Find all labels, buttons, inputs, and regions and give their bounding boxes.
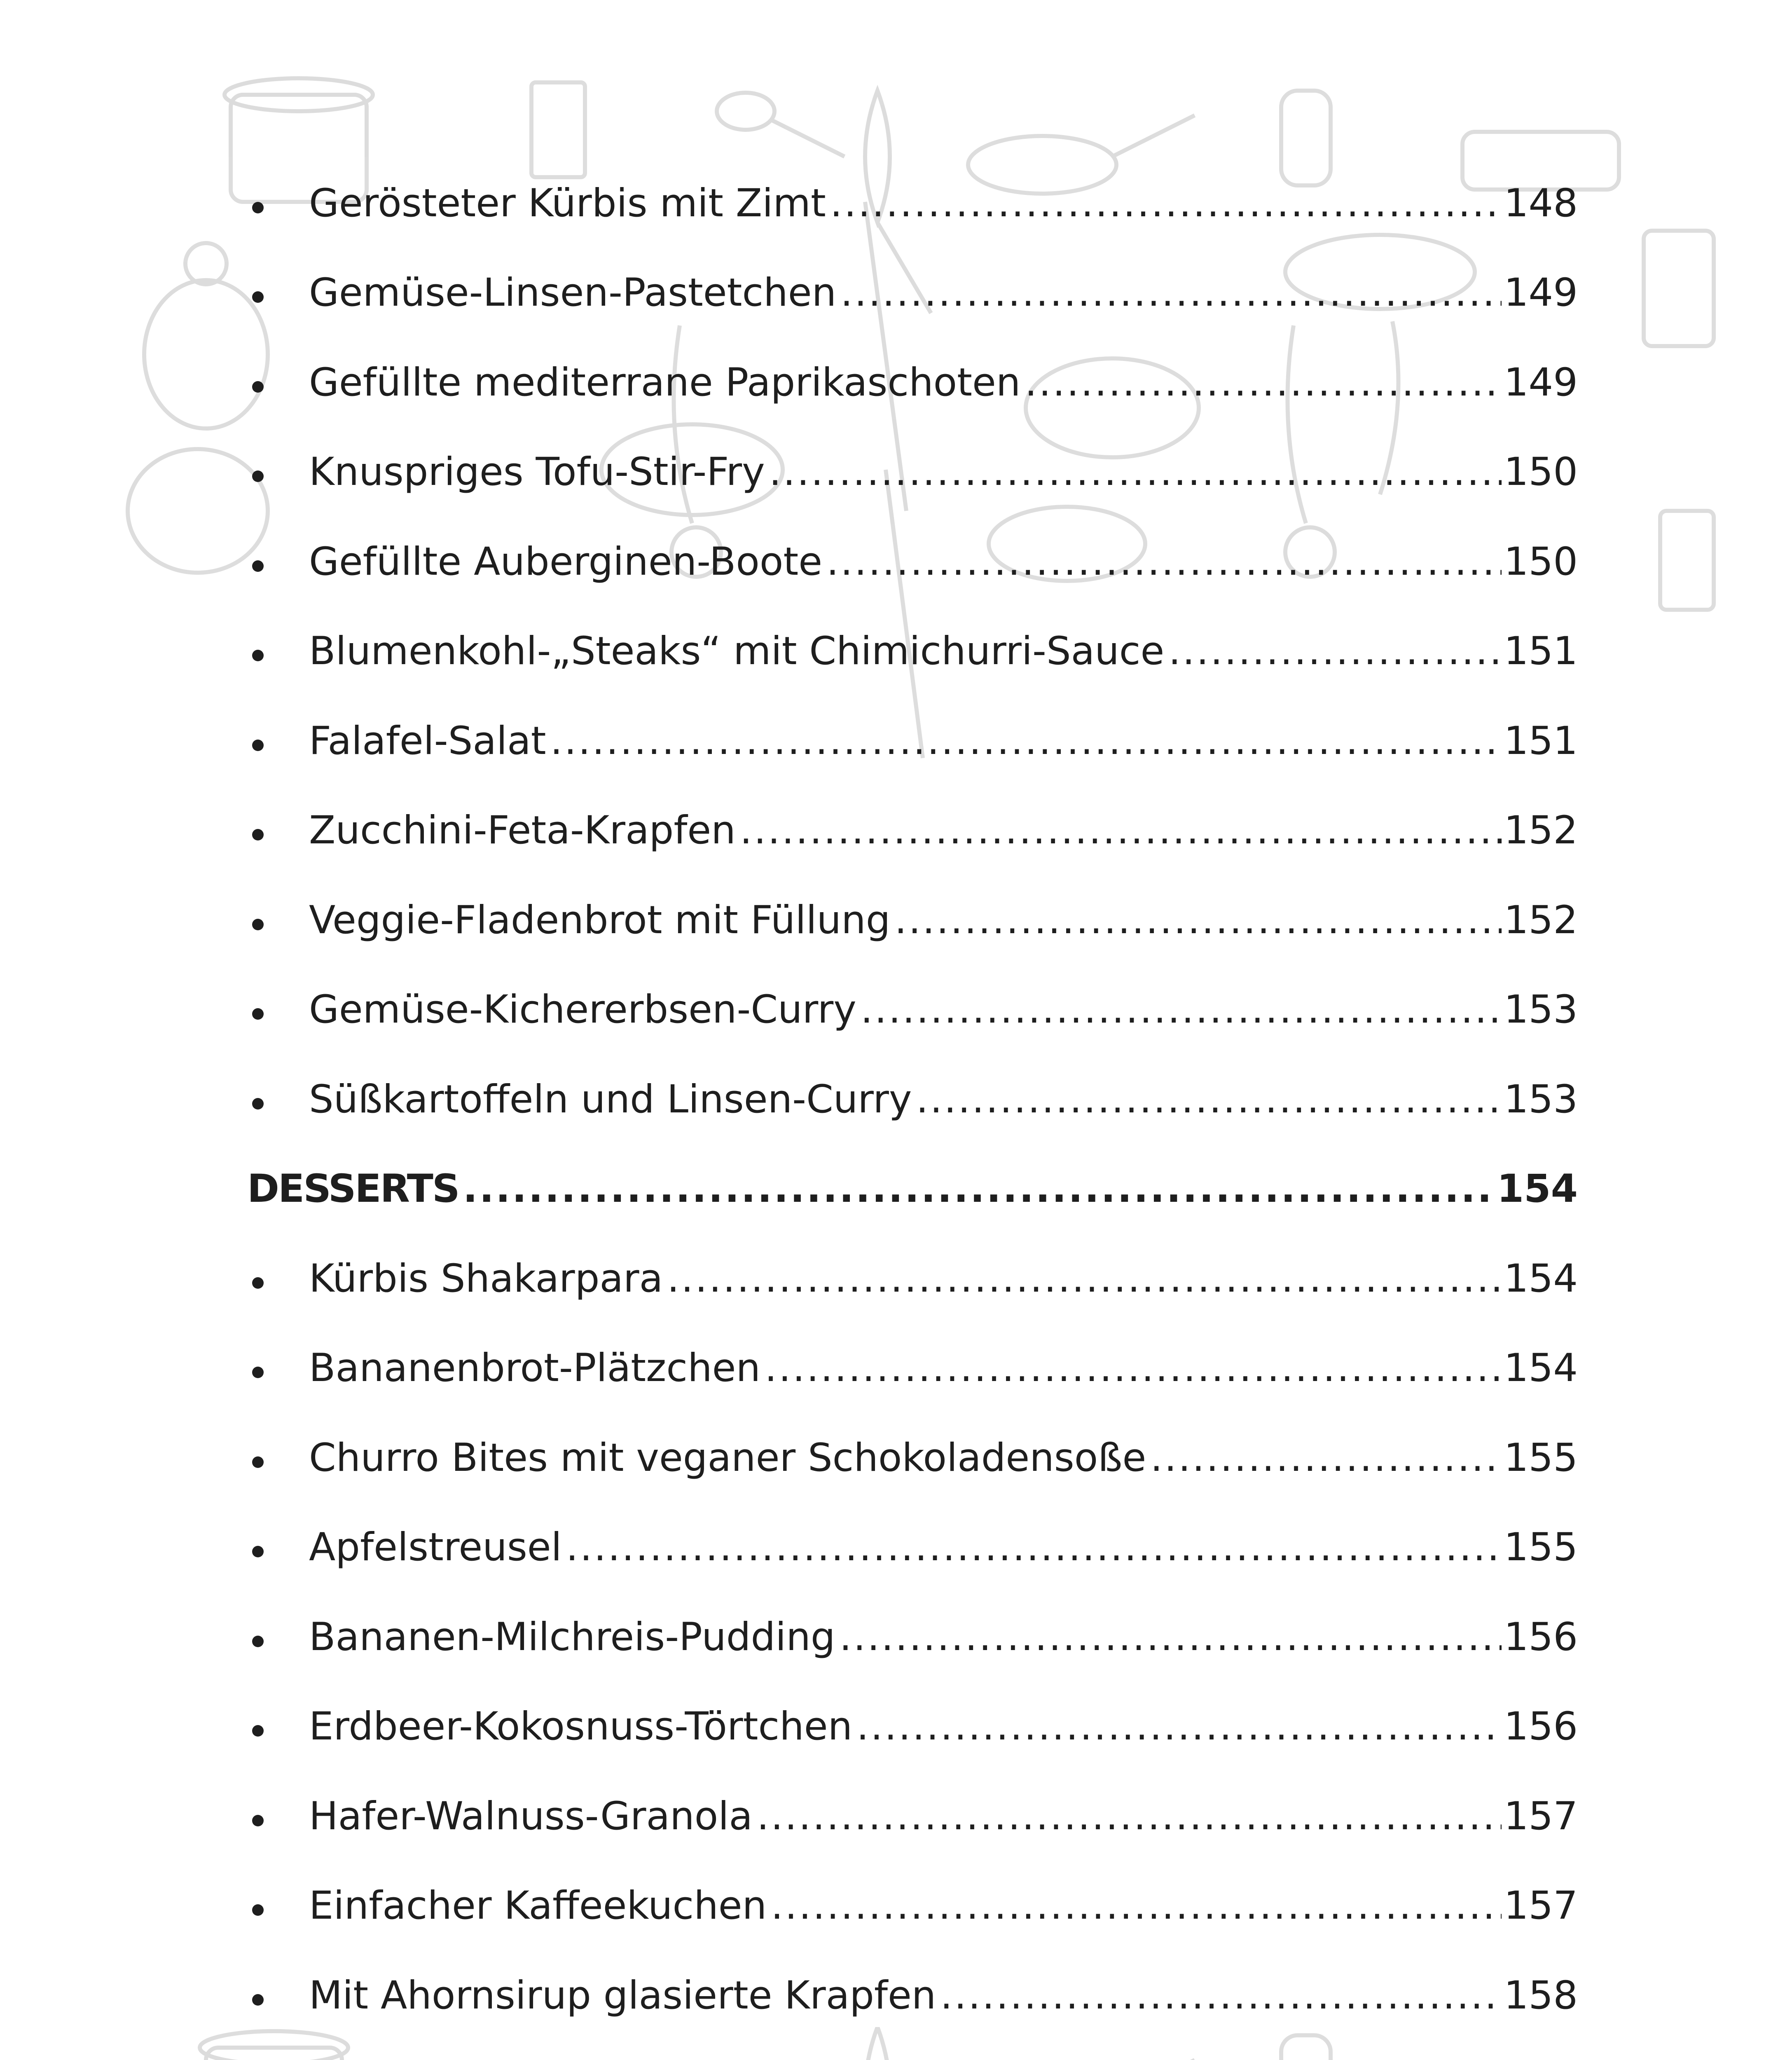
toc-entry[interactable] (243, 1413, 1578, 1503)
page-number: 150 (1504, 539, 1578, 584)
toc-entry[interactable] (243, 248, 1578, 338)
entry-title: Süßkartoffeln und Linsen-Curry (309, 1077, 912, 1122)
bullet-icon (252, 1277, 264, 1289)
entry-title: Churro Bites mit veganer Schokoladensoße (309, 1435, 1146, 1480)
page-number: 154 (1497, 1166, 1578, 1212)
entry-title: Kürbis Shakarpara (309, 1256, 663, 1301)
dot-leader (940, 1971, 1501, 2020)
dot-leader (856, 1702, 1501, 1751)
table-of-contents (243, 159, 1578, 2060)
entry-title: Bananenbrot-Plätzchen (309, 1346, 761, 1391)
bullet-icon (252, 1098, 264, 1110)
entry-title: Gerösteter Kürbis mit Zimt (309, 180, 826, 226)
entry-title: Blumenkohl-„Steaks“ mit Chimichurri-Sauce (309, 629, 1165, 674)
entry-title: Gemüse-Linsen-Pastetchen (309, 270, 837, 316)
dot-leader (840, 1613, 1502, 1662)
toc-entry[interactable] (243, 1234, 1578, 1324)
bullet-icon (252, 1994, 264, 2006)
entry-title: Hafer-Walnuss-Granola (309, 1793, 753, 1839)
bullet-icon (252, 1636, 264, 1647)
bullet-icon (252, 381, 264, 393)
toc-entry[interactable] (243, 607, 1578, 697)
entry-title: Gefüllte Auberginen-Boote (309, 539, 823, 584)
toc-entry[interactable] (243, 1055, 1578, 1145)
dot-leader (667, 1254, 1501, 1304)
bullet-icon (252, 740, 264, 751)
toc-entry[interactable] (243, 1503, 1578, 1593)
page-number: 150 (1504, 449, 1578, 495)
toc-entry[interactable] (243, 159, 1578, 248)
page-number: 155 (1504, 1435, 1578, 1480)
dot-leader (840, 268, 1501, 318)
dot-leader (550, 716, 1502, 766)
entry-title: Falafel-Salat (309, 718, 546, 763)
toc-entry[interactable] (243, 428, 1578, 517)
dot-leader (769, 447, 1502, 497)
dot-leader (1025, 358, 1501, 407)
toc-entry[interactable] (243, 2041, 1578, 2060)
bullet-icon (252, 1815, 264, 1826)
dot-leader (463, 1164, 1495, 1214)
page-number: 154 (1504, 1256, 1578, 1301)
dot-leader (771, 1881, 1501, 1931)
dot-leader (916, 1075, 1502, 1124)
toc-entry[interactable] (243, 1324, 1578, 1414)
page-number: 156 (1504, 1614, 1578, 1660)
entry-title: Erdbeer-Kokosnuss-Törtchen (309, 1704, 853, 1749)
page-number: 153 (1504, 987, 1578, 1032)
page-number: 152 (1504, 808, 1578, 853)
dot-leader (894, 896, 1501, 945)
dot-leader (1168, 627, 1501, 676)
entry-title: Gefüllte mediterrane Paprikaschoten (309, 360, 1021, 405)
bullet-icon (252, 1456, 264, 1468)
page-number: 149 (1504, 360, 1578, 405)
bullet-icon (252, 560, 264, 572)
page-number: 154 (1504, 1346, 1578, 1391)
page-number: 151 (1504, 629, 1578, 674)
toc-section-heading[interactable] (243, 1145, 1578, 1234)
toc-entry[interactable] (243, 965, 1578, 1055)
toc-entry[interactable] (243, 517, 1578, 607)
entry-title: Einfacher Kaffeekuchen (309, 1883, 767, 1929)
bullet-icon (252, 202, 264, 213)
entry-title: Gemüse-Kichererbsen-Curry (309, 987, 856, 1032)
toc-entry[interactable] (243, 1682, 1578, 1772)
toc-entry[interactable] (243, 876, 1578, 965)
toc-entry[interactable] (243, 696, 1578, 786)
entry-title: Bananen-Milchreis-Pudding (309, 1614, 835, 1660)
dot-leader (757, 1792, 1502, 1841)
page-number: 152 (1504, 897, 1578, 943)
section-title: DESSERTS (247, 1166, 459, 1212)
dot-leader (740, 806, 1502, 855)
toc-entry[interactable] (243, 1592, 1578, 1682)
toc-entry[interactable] (243, 786, 1578, 876)
page-number: 156 (1504, 1704, 1578, 1749)
bullet-icon (252, 919, 264, 930)
entry-title: Zucchini-Feta-Krapfen (309, 808, 736, 853)
entry-title: Knuspriges Tofu-Stir-Fry (309, 449, 765, 495)
page-number: 148 (1504, 180, 1578, 226)
page-number: 151 (1504, 718, 1578, 763)
dot-leader (861, 985, 1502, 1035)
toc-entry[interactable] (243, 1772, 1578, 1861)
page-number: 158 (1504, 1973, 1578, 2018)
page-number: 157 (1504, 1883, 1578, 1929)
entry-title: Mit Ahornsirup glasierte Krapfen (309, 1973, 936, 2018)
entry-title: Apfelstreusel (309, 1525, 562, 1570)
toc-entry[interactable] (243, 1951, 1578, 2041)
page-number: 155 (1504, 1525, 1578, 1570)
dot-leader (830, 179, 1502, 228)
page-number: 149 (1504, 270, 1578, 316)
toc-entry[interactable] (243, 1861, 1578, 1951)
page-number: 157 (1504, 1793, 1578, 1839)
dot-leader (566, 1523, 1502, 1572)
toc-entry[interactable] (243, 338, 1578, 428)
dot-leader (765, 1344, 1502, 1393)
page-number: 153 (1504, 1077, 1578, 1122)
entry-title: Veggie-Fladenbrot mit Füllung (309, 897, 891, 943)
dot-leader (826, 537, 1502, 587)
dot-leader (1150, 1433, 1501, 1483)
